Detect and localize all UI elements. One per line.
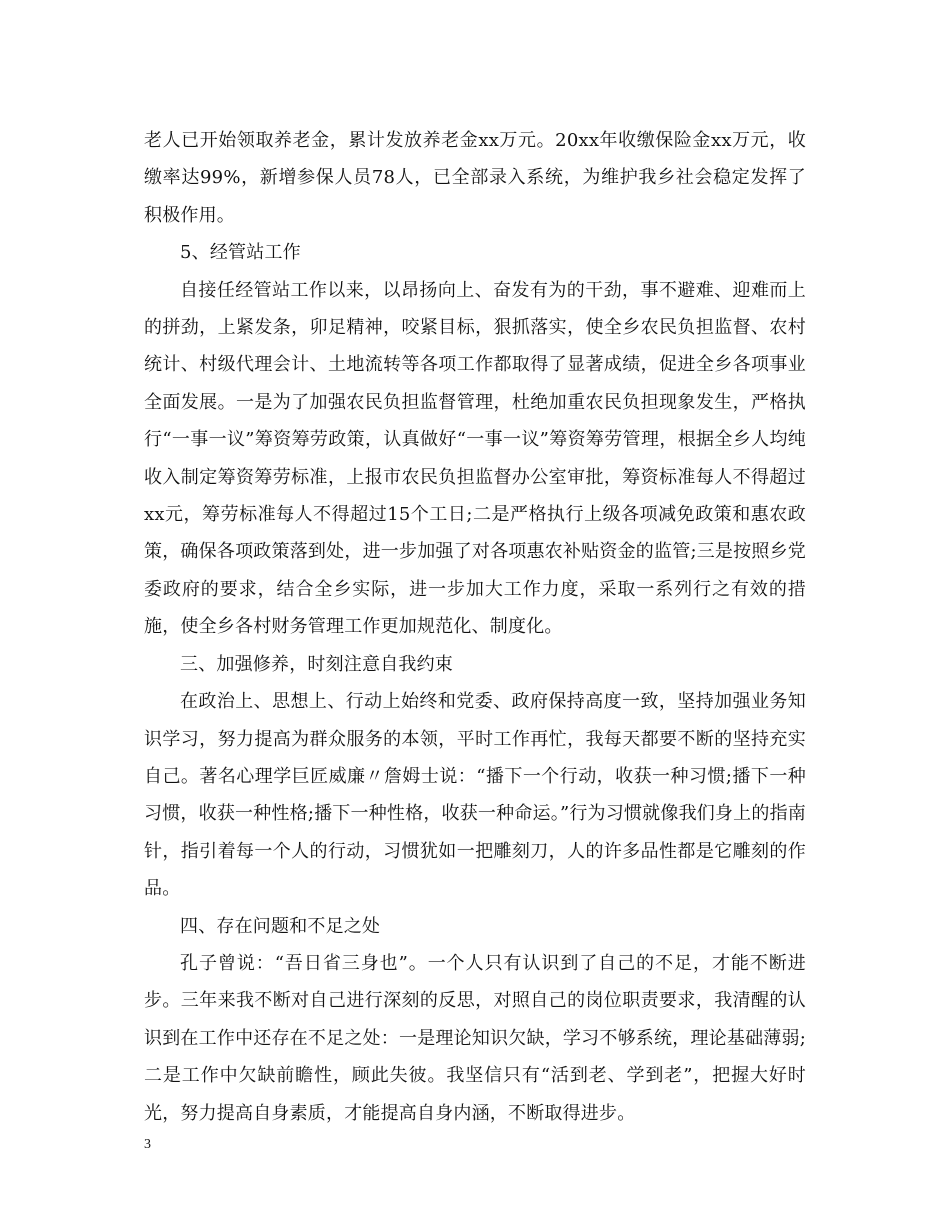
section-heading-self-cultivation: 三、加强修养，时刻注意自我约束	[180, 653, 453, 675]
document-body	[144, 122, 806, 1132]
page-number: 3	[144, 1137, 151, 1152]
section-heading-shortcomings: 四、存在问题和不足之处	[180, 915, 381, 937]
section-heading-economic-station: 5、经管站工作	[180, 242, 301, 264]
paragraph-shortcomings: 孔子曾说：“吾日省三身也”。一个人只有认识到了自己的不足，才能不断进步。三年来我不断对自己进行深刻的反思，对照自己的岗位职责要求，我清醒的认识到在工作中还存在不足之处：一是理论知识欠缺，学习不够系统，理论基础薄弱;二是工作中欠缺前瞻性，顾此失彼。我坚信只有“活到老、学到老”，把握大好时光，努力提高自身素质，才能提高自身内涵，不断取得进步。	[144, 952, 806, 1124]
paragraph-economic-station-work: 自接任经管站工作以来，以昂扬向上、奋发有为的干劲，事不避难、迎难而上的拼劲，上紧发条，卯足精神，咬紧目标，狠抓落实，使全乡农民负担监督、农村统计、村级代理会计、土地流转等各项工作都取得了显著成绩，促进全乡各项事业全面发展。一是为了加强农民负担监督管理，杜绝加重农民负担现象发生，严格执行“一事一议”筹资筹劳政策，认真做好“一事一议”筹资筹劳管理，根据全乡人均纯收入制定筹资筹劳标准，上报市农民负担监督办公室审批，筹资标准每人不得超过xx元，筹劳标准每人不得超过15个工日;二是严格执行上级各项减免政策和惠农政策，确保各项政策落到处，进一步加强了对各项惠农补贴资金的监管;三是按照乡党委政府的要求，结合全乡实际，进一步加大工作力度，采取一系列行之有效的措施，使全乡各村财务管理工作更加规范化、制度化。	[144, 279, 806, 638]
paragraph-self-cultivation: 在政治上、思想上、行动上始终和党委、政府保持高度一致，坚持加强业务知识学习，努力提高为群众服务的本领，平时工作再忙，我每天都要不断的坚持充实自己。著名心理学巨匠威廉〃詹姆士说：“播下一个行动，收获一种习惯;播下一种习惯，收获一种性格;播下一种性格，收获一种命运。”行为习惯就像我们身上的指南针，指引着每一个人的行动，习惯犹如一把雕刻刀，人的许多品性都是它雕刻的作品。	[144, 691, 806, 900]
paragraph-pension-summary: 老人已开始领取养老金，累计发放养老金xx万元。20xx年收缴保险金xx万元，收缴率达99%，新增参保人员78人，已全部录入系统，为维护我乡社会稳定发挥了积极作用。	[144, 130, 806, 226]
